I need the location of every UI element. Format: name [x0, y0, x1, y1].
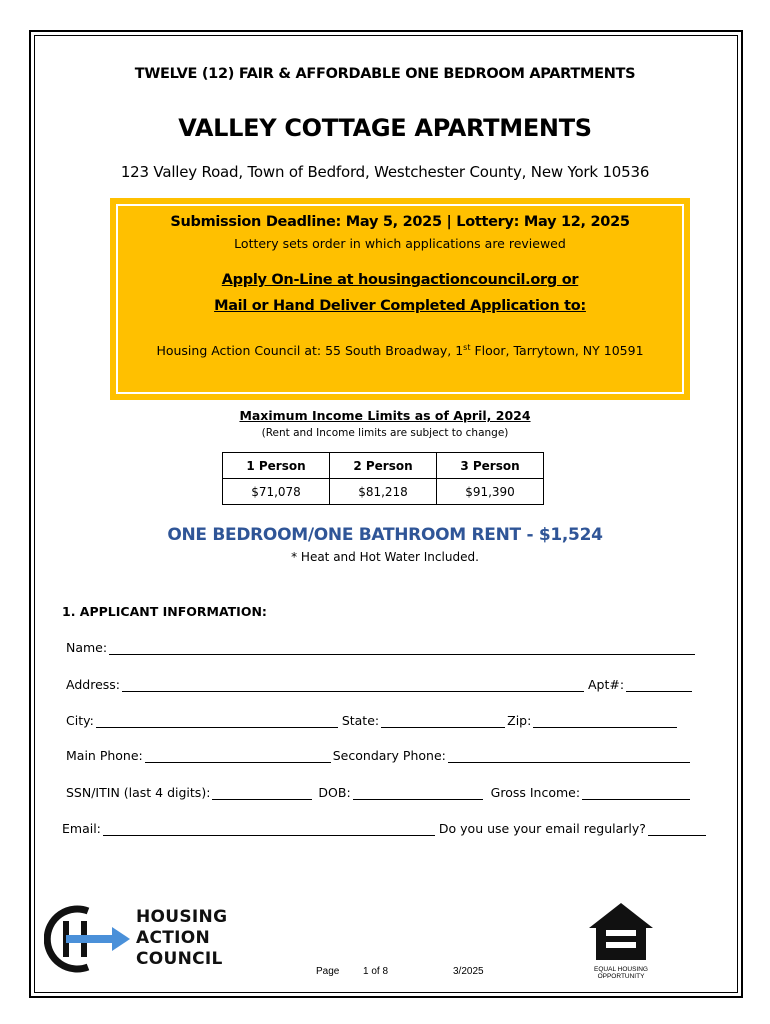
main-phone-label: Main Phone: — [66, 748, 143, 763]
applicant-info-heading: 1. APPLICANT INFORMATION: — [62, 604, 267, 619]
hac-address — [110, 343, 690, 358]
ssn-label: SSN/ITIN (last 4 digits): — [66, 785, 211, 800]
hac-address-suffix: Floor, Tarrytown, NY 10591 — [470, 343, 644, 359]
email-label: Email: — [62, 821, 101, 836]
mail-deliver-instruction: Mail or Hand Deliver Completed Application to: — [214, 298, 586, 314]
hac-address-prefix: Housing Action Council at: 55 South Broadway, 1 — [156, 343, 464, 359]
income-limits-note: (Rent and Income limits are subject to change) — [261, 427, 509, 439]
income-limits-title: Maximum Income Limits as of April, 2024 — [239, 408, 531, 423]
dob-label: DOB: — [318, 785, 351, 800]
table-cell: $71,078 — [223, 479, 330, 505]
phone-row — [66, 748, 692, 763]
equal-housing-icon — [586, 900, 656, 962]
page-label: Page — [316, 966, 340, 977]
apt-field[interactable] — [626, 679, 692, 692]
table-header-row — [223, 453, 544, 479]
table-header-cell: 2 Person — [330, 453, 437, 479]
email-row — [62, 821, 708, 836]
lottery-note: Lottery sets order in which applications are reviewed — [234, 236, 566, 251]
logo-line-2: ACTION — [136, 928, 211, 948]
hac-logo-icon — [44, 903, 134, 975]
ssn-row — [66, 785, 692, 800]
table-row — [223, 479, 544, 505]
apply-online-link[interactable]: Apply On-Line at housingactioncouncil.org or — [221, 272, 579, 288]
gross-income-label: Gross Income: — [490, 785, 581, 800]
income-limits-table — [222, 452, 544, 505]
apt-label: Apt#: — [588, 677, 625, 692]
state-field[interactable] — [381, 715, 505, 728]
secondary-phone-field[interactable] — [448, 750, 690, 763]
logo-line-3: COUNCIL — [136, 949, 223, 969]
deadline-notice-box — [110, 198, 690, 400]
address-label: Address: — [66, 677, 120, 692]
housing-action-council-logo — [44, 903, 244, 975]
gross-income-field[interactable] — [582, 787, 690, 800]
top-heading: TWELVE (12) FAIR & AFFORDABLE ONE BEDROOM APARTMENTS — [134, 66, 636, 82]
submission-deadline: Submission Deadline: May 5, 2025 | Lottery: May 12, 2025 — [170, 214, 630, 230]
address-row — [66, 677, 694, 692]
zip-label: Zip: — [507, 713, 532, 728]
email-field[interactable] — [103, 823, 435, 836]
name-field[interactable] — [109, 642, 695, 655]
ssn-field[interactable] — [212, 787, 312, 800]
email-regular-label: Do you use your email regularly? — [438, 821, 646, 836]
eho-line-1: EQUAL HOUSING — [594, 966, 648, 973]
logo-line-1: HOUSING — [136, 907, 228, 927]
table-cell: $91,390 — [437, 479, 544, 505]
city-label: City: — [66, 713, 94, 728]
name-row — [66, 640, 697, 655]
page-title: VALLEY COTTAGE APARTMENTS — [178, 114, 592, 142]
hac-address-sup: st — [463, 343, 471, 352]
city-field[interactable] — [96, 715, 338, 728]
table-header-cell: 1 Person — [223, 453, 330, 479]
rent-note: * Heat and Hot Water Included. — [291, 550, 479, 564]
city-row — [66, 713, 679, 728]
revision-date: 3/2025 — [453, 966, 484, 977]
state-label: State: — [341, 713, 380, 728]
table-header-cell: 3 Person — [437, 453, 544, 479]
name-label: Name: — [66, 640, 108, 655]
email-regular-field[interactable] — [648, 823, 706, 836]
main-phone-field[interactable] — [145, 750, 331, 763]
secondary-phone-label: Secondary Phone: — [332, 748, 446, 763]
table-cell: $81,218 — [330, 479, 437, 505]
zip-field[interactable] — [533, 715, 677, 728]
page-number: 1 of 8 — [363, 966, 389, 977]
equal-housing-opportunity-logo — [586, 900, 656, 978]
address-field[interactable] — [122, 679, 584, 692]
rent-heading: ONE BEDROOM/ONE BATHROOM RENT - $1,524 — [167, 525, 603, 545]
eho-line-2: OPPORTUNITY — [597, 973, 645, 980]
dob-field[interactable] — [353, 787, 483, 800]
property-address: 123 Valley Road, Town of Bedford, Westchester County, New York 10536 — [120, 163, 650, 181]
